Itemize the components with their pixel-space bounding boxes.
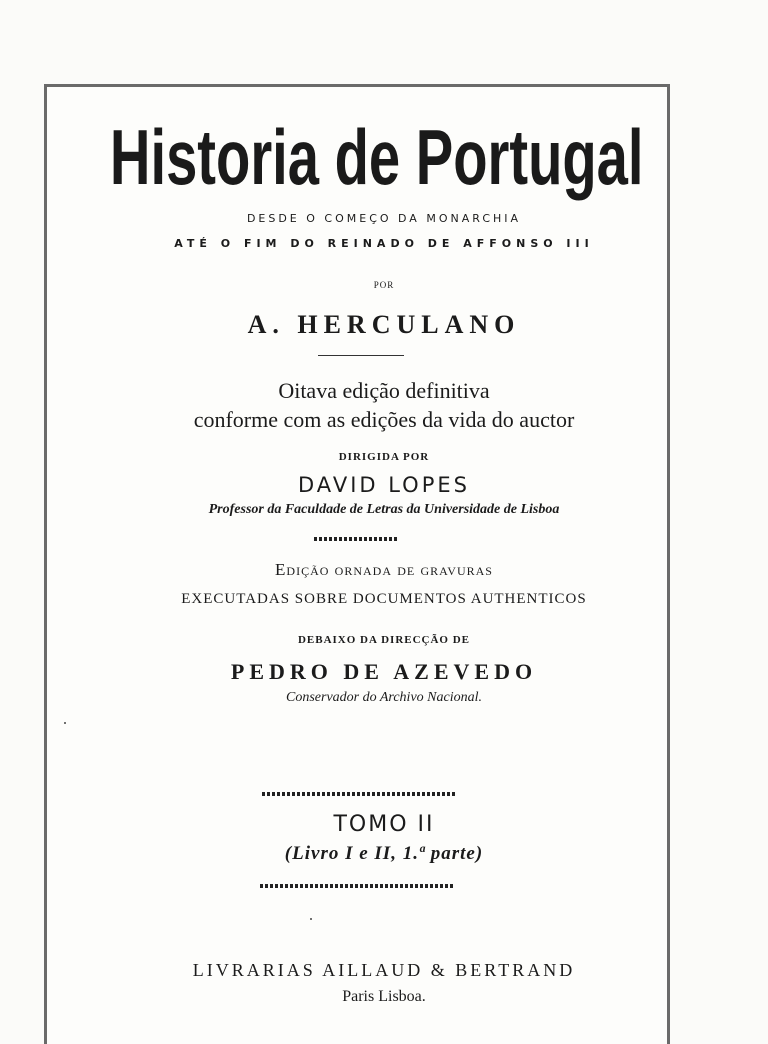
volume-label: TOMO II bbox=[333, 812, 435, 837]
wavy-rule-3 bbox=[260, 884, 454, 888]
author-rule bbox=[318, 355, 404, 356]
book-title: Historia de Portugal bbox=[109, 113, 644, 201]
subtitle-line-2: ATÉ O FIM DO REINADO DE AFFONSO III bbox=[174, 237, 594, 250]
publisher-name: LIVRARIAS AILLAUD & BERTRAND bbox=[192, 960, 576, 980]
director-name: PEDRO DE AZEVEDO bbox=[230, 659, 538, 684]
wavy-rule-2 bbox=[262, 792, 456, 796]
engravings-line-2: EXECUTADAS SOBRE DOCUMENTOS AUTHENTICOS bbox=[181, 591, 587, 607]
under-direction-label: DEBAIXO DA DIRECÇÃO DE bbox=[297, 634, 471, 646]
by-label: POR bbox=[373, 280, 395, 290]
ink-speck bbox=[310, 918, 312, 920]
ink-speck bbox=[64, 722, 66, 724]
editor-name: DAVID LOPES bbox=[298, 473, 470, 497]
wavy-rule-1 bbox=[314, 537, 398, 541]
directed-by-label: DIRIGIDA POR bbox=[338, 451, 430, 463]
edition-line-2: conforme com as edições da vida do auctor bbox=[193, 407, 575, 432]
editor-title: Professor da Faculdade de Letras da Universidade de Lisboa bbox=[208, 502, 560, 517]
publisher-cities: Paris Lisboa. bbox=[342, 988, 426, 1005]
engravings-line-1: Edição ornada de gravuras bbox=[275, 560, 493, 579]
author-name: A. HERCULANO bbox=[247, 310, 521, 339]
subtitle-line-1: DESDE O COMEÇO DA MONARCHIA bbox=[246, 212, 522, 225]
volume-parts: (Livro I e II, 1.ª parte) bbox=[284, 843, 484, 864]
edition-line-1: Oitava edição definitiva bbox=[278, 378, 490, 403]
director-title: Conservador do Archivo Nacional. bbox=[286, 690, 482, 705]
